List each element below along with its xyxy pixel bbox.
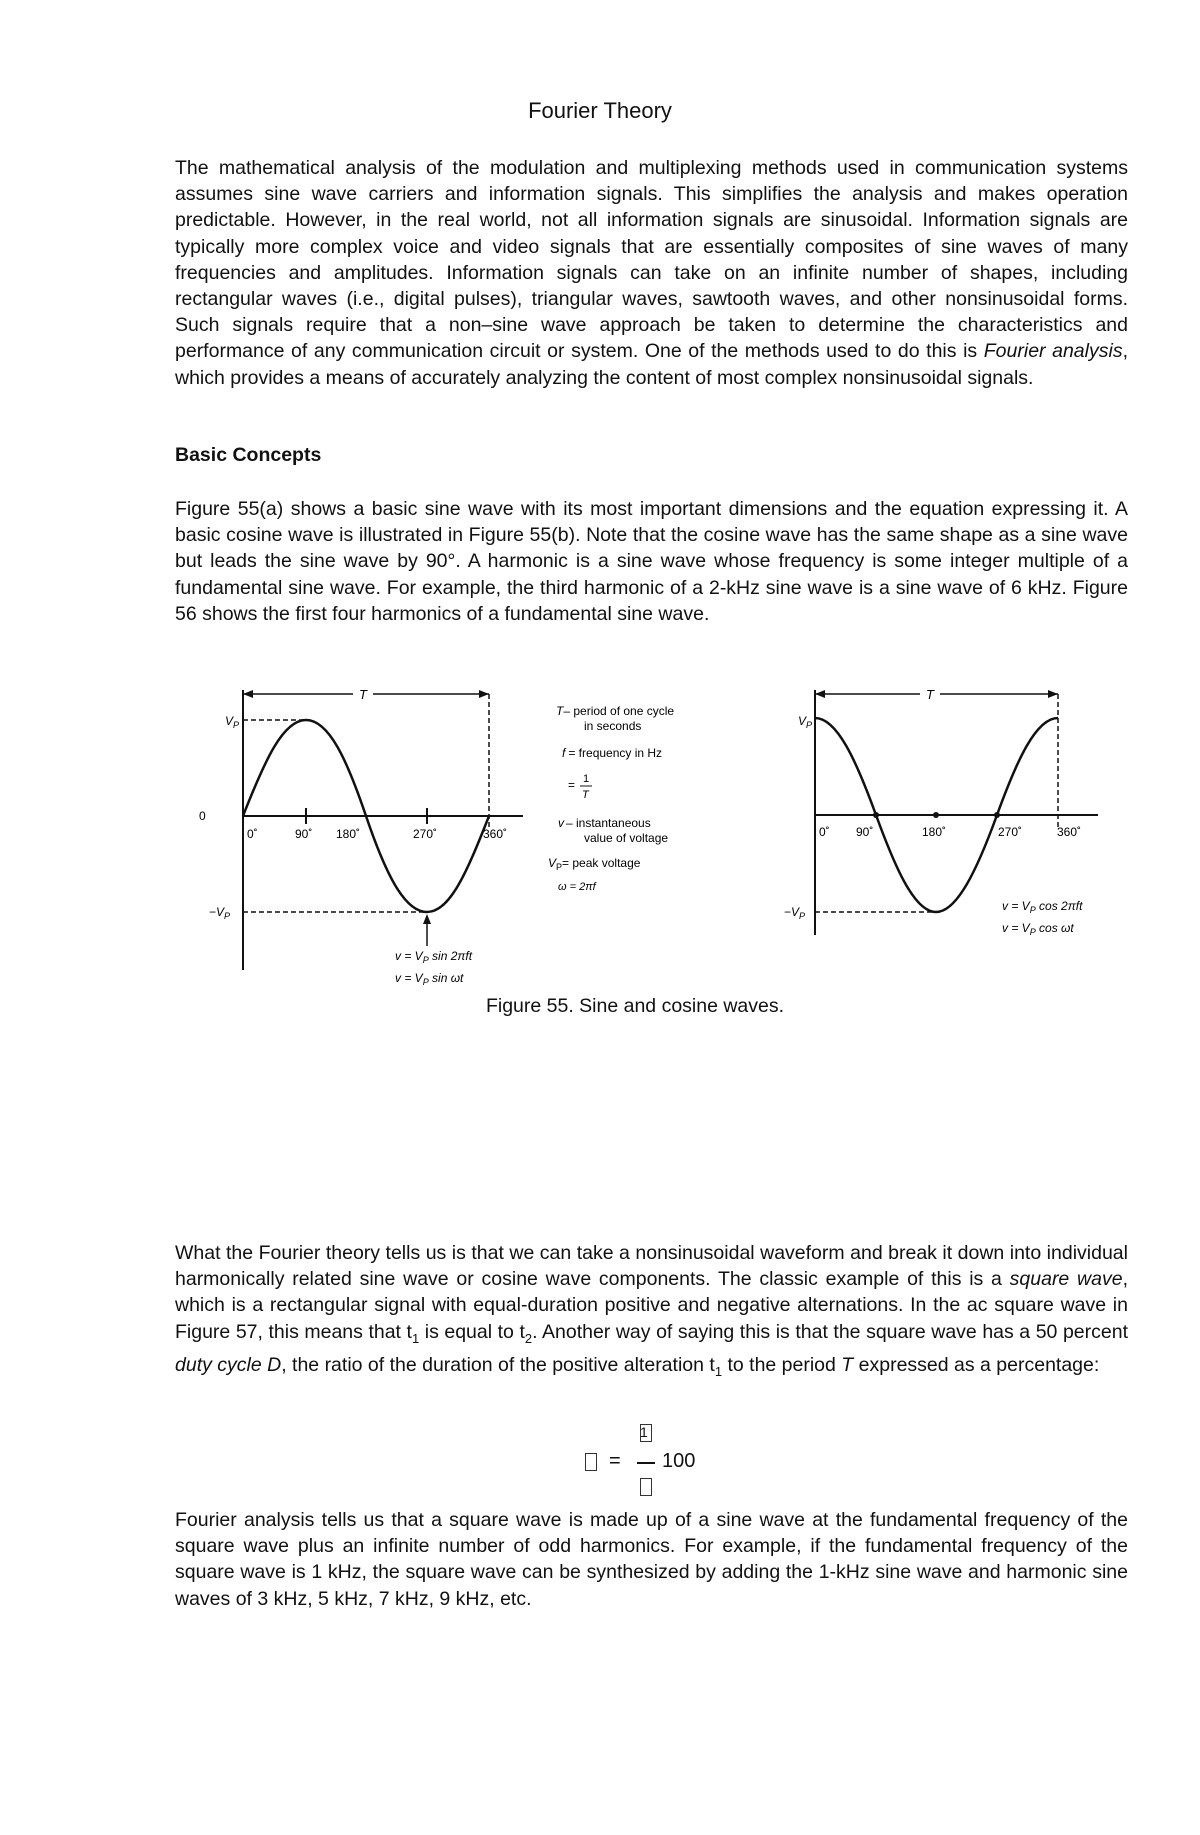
- cosine-neg-vp-label: $-V_P$: [784, 905, 806, 921]
- sine-equation-2: $v = V_P$ sin ωt: [395, 971, 464, 987]
- legend-equals: =: [568, 778, 576, 792]
- cosine-equation-1: $v = V_P$ cos 2πft: [1002, 899, 1083, 915]
- sine-angle-270: 270˚: [413, 827, 438, 841]
- intro-paragraph: [175, 155, 1128, 391]
- equation-equals: =: [609, 1450, 621, 1472]
- svg-text:f= frequency in Hz: f = frequency in Hz: [562, 746, 663, 760]
- svg-text:T– period of one cycle: T– period of one cycle: [556, 704, 675, 718]
- figure-caption: Figure 55. Sine and cosine waves.: [485, 995, 785, 1017]
- sine-period-arrowhead-left: [243, 690, 253, 698]
- svg-text:VP= peak voltage: $V_P=$ peak voltage: [548, 856, 641, 872]
- duty-cycle-equation: 1 = 100: [0, 1418, 1200, 1498]
- equation-fraction-bar: [637, 1462, 655, 1464]
- cosine-angle-180: 180˚: [922, 825, 947, 839]
- sine-wave-figure: [195, 680, 525, 990]
- sine-period-arrowhead-right: [479, 690, 489, 698]
- intro-emphasis: Fourier analysis: [983, 340, 1123, 363]
- sine-angle-0: 0˚: [247, 827, 258, 841]
- cosine-angle-0: 0˚: [819, 825, 830, 839]
- missing-glyph-icon: [585, 1453, 597, 1471]
- legend-omega: ω = 2πf: [558, 881, 596, 893]
- sine-vp-label: $V_P$: [225, 714, 240, 730]
- equation-multiplier: 100: [662, 1450, 696, 1472]
- sine-equation-1: $v = V_P$ sin 2πft: [395, 949, 473, 965]
- svg-text:v– instantaneous: v – instantaneous: [558, 816, 651, 830]
- closing-paragraph: Fourier analysis tells us that a square wave is made up of a sine wave at the fundamental frequency of the square wave plus an infinite number of odd harmonics. For example, if the fundamental frequency of the square wave is 1 kHz, the square wave can be synthesized by adding the 1-kHz sine wave and harmonic sine waves of 3 kHz, 5 kHz, 7 kHz, 9 kHz, etc.: [175, 1509, 1128, 1610]
- intro-text-b: , which provides a means of accurately analyzing the content of most complex nonsinusoidal signals.: [175, 340, 1128, 389]
- sine-angle-180: 180˚: [336, 827, 361, 841]
- basic-concepts-paragraph: Figure 55(a) shows a basic sine wave with its most important dimensions and the equation expressing it. A basic cosine wave is illustrated in Figure 55(b). Note that the cosine wave has the same shape as a sine wave but leads the sine wave by 90°. A harmonic is a sine wave whose frequency is some integer multiple of a fundamental sine wave. For example, the third harmonic of a 2-kHz sine wave is a sine wave of 6 kHz. Figure 56 shows the first four harmonics of a fundamental sine wave.: [175, 498, 1128, 625]
- sine-neg-vp-label: $-V_P$: [209, 905, 231, 921]
- legend-frac-num: 1: [583, 773, 590, 785]
- cosine-equation-2: $v = V_P$ cos ωt: [1002, 921, 1074, 937]
- cosine-vp-label: $V_P$: [798, 714, 813, 730]
- section-heading: Basic Concepts: [175, 444, 322, 466]
- cosine-angle-270: 270˚: [998, 825, 1023, 839]
- legend-t-def2: in seconds: [584, 719, 642, 733]
- sine-angle-360: 360˚: [483, 827, 508, 841]
- cosine-angle-90: 90˚: [856, 825, 874, 839]
- sine-period-label: T: [359, 687, 367, 702]
- cosine-period-label: T: [926, 687, 934, 702]
- sine-angle-90: 90˚: [295, 827, 313, 841]
- legend-frac-den: T: [582, 789, 589, 801]
- figure-legend: [540, 700, 720, 900]
- sine-zero-label: 0: [199, 809, 206, 823]
- fourier-paragraph: What the Fourier theory tells us is that we can take a nonsinusoidal waveform and break it down into individual harmonically related sine wave or cosine wave components. The classic example of this is a square wave, which is a rectangular signal with equal-duration positive and negative alternations. In the ac square wave in Figure 57, this means that $t_1$ is equal to $t_2$. Another way of saying this is that the square wave has a 50 percent duty cycle D, the ratio of the duration of the positive alteration $t_1$ to the period T expressed as a percentage:: [175, 1242, 1128, 1379]
- page-title: Fourier Theory: [528, 98, 672, 123]
- missing-glyph-icon: [640, 1478, 652, 1496]
- legend-v-def2: value of voltage: [584, 831, 669, 845]
- cosine-wave-figure: [770, 680, 1110, 950]
- cosine-angle-360: 360˚: [1057, 825, 1082, 839]
- intro-text-a: The mathematical analysis of the modulation and multiplexing methods used in communication systems assumes sine wave carriers and information signals. This simplifies the analysis and makes operation predictable. However, in the real world, not all information signals are sinusoidal. Information signals are typically more complex voice and video signals that are essentially composites of sine waves of many frequencies and amplitudes. Information signals can take on an infinite number of shapes, including rectangular waves (i.e., digital pulses), triangular waves, sawtooth waves, and other nonsinusoidal forms. Such signals require that a non–sine wave approach be taken to determine the characteristics and performance of any communication circuit or system. One of the methods used to do this is: [175, 157, 1128, 363]
